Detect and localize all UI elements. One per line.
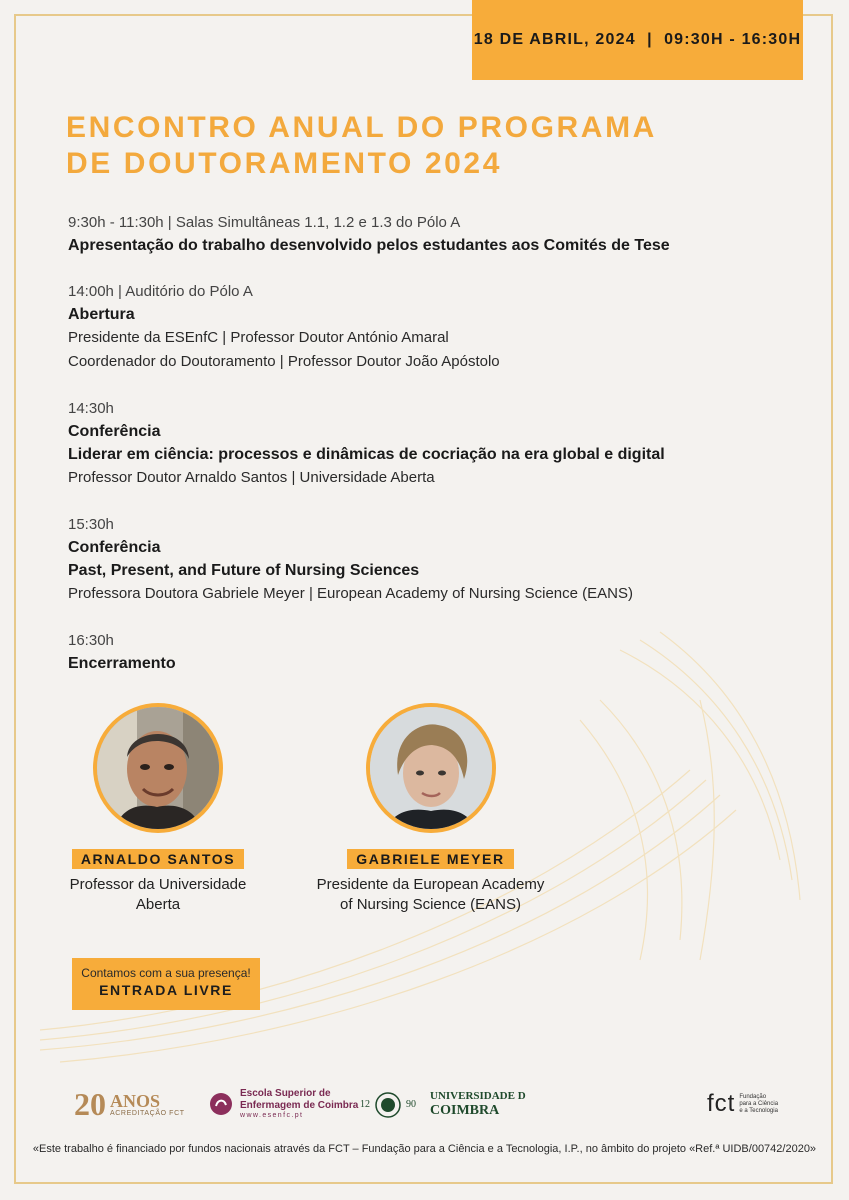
anos-text bbox=[110, 1092, 185, 1117]
funding-footer: «Este trabalho é financiado por fundos nacionais através da FCT – Fundação para a Ciência e a Tecnologia, I.P., no âmbito do projeto «Ref.ª UIDB/00742/2020» bbox=[32, 1143, 817, 1155]
agenda-time-location: 14:00h | Auditório do Pólo A bbox=[68, 283, 253, 300]
agenda-time: 15:30h bbox=[68, 516, 114, 533]
agenda-item-closing bbox=[68, 630, 788, 675]
esenfc-name-line1: Escola Superior de bbox=[240, 1088, 331, 1099]
agenda-time-location: 9:30h - 11:30h | Salas Simultâneas 1.1, 1.2 e 1.3 do Pólo A bbox=[68, 214, 461, 231]
logo-esenfc bbox=[208, 1088, 358, 1119]
fct-mark: fct bbox=[707, 1090, 736, 1117]
speaker-name-badge: ARNALDO SANTOS bbox=[72, 849, 244, 869]
portrait-icon bbox=[370, 707, 492, 829]
free-entry-badge bbox=[72, 958, 260, 1010]
event-date-time: 18 DE ABRIL, 2024 | 09:30H - 16:30H bbox=[473, 31, 802, 48]
speaker-role bbox=[58, 875, 258, 915]
speaker-role-line-2: Aberta bbox=[135, 896, 181, 913]
agenda-item-conference-2 bbox=[68, 514, 788, 606]
speaker-name-badge: GABRIELE MEYER bbox=[347, 849, 513, 869]
esenfc-text bbox=[240, 1088, 358, 1119]
fct-text bbox=[739, 1094, 778, 1115]
esenfc-name-line2: Enfermagem de Coimbra bbox=[240, 1100, 359, 1111]
uc-year-left: 12 bbox=[360, 1099, 370, 1110]
fct-text-line3: e a Tecnologia bbox=[739, 1107, 778, 1114]
agenda-time: 14:30h bbox=[68, 400, 114, 417]
speaker-role-line-1: Professor da Universidade bbox=[69, 876, 247, 893]
anos-number: 20 bbox=[74, 1086, 106, 1122]
agenda-session-type: Conferência bbox=[68, 539, 161, 556]
fct-text-line1: Fundação bbox=[739, 1093, 767, 1100]
event-date-banner bbox=[472, 0, 803, 80]
speaker-role-line-2: of Nursing Science (EANS) bbox=[340, 896, 521, 913]
speaker-photo bbox=[93, 703, 223, 833]
uc-seal-icon bbox=[374, 1091, 402, 1119]
esenfc-url: www.esenfc.pt bbox=[240, 1112, 304, 1119]
speaker-role bbox=[308, 875, 553, 915]
uc-line2: COIMBRA bbox=[430, 1103, 500, 1118]
anos-word: ANOS bbox=[110, 1091, 161, 1111]
speaker-gabriele-meyer bbox=[308, 703, 553, 915]
speaker-arnaldo-santos bbox=[58, 703, 258, 915]
speaker-photo bbox=[366, 703, 496, 833]
uc-line1: UNIVERSIDADE D bbox=[430, 1090, 526, 1102]
agenda-speaker-line: Professor Doutor Arnaldo Santos | Universidade Aberta bbox=[68, 469, 435, 486]
portrait-icon bbox=[97, 707, 219, 829]
event-title bbox=[66, 110, 657, 182]
logo-universidade-coimbra bbox=[360, 1090, 526, 1119]
title-line-1: ENCONTRO ANUAL DO PROGRAMA bbox=[66, 111, 657, 144]
agenda-session-title: Apresentação do trabalho desenvolvido pelos estudantes aos Comités de Tese bbox=[68, 237, 670, 254]
agenda-item-opening bbox=[68, 281, 788, 374]
agenda-session-title: Abertura bbox=[68, 306, 135, 323]
agenda-speaker-line: Coordenador do Doutoramento | Professor Doutor João Apóstolo bbox=[68, 353, 500, 370]
agenda-time: 16:30h bbox=[68, 632, 114, 649]
agenda-speaker-line: Presidente da ESEnfC | Professor Doutor António Amaral bbox=[68, 329, 449, 346]
speaker-role-line-1: Presidente da European Academy bbox=[316, 876, 545, 893]
agenda-session-type: Conferência bbox=[68, 423, 161, 440]
anos-subtitle: ACREDITAÇÃO FCT bbox=[110, 1110, 185, 1117]
logo-fct bbox=[707, 1090, 778, 1118]
logo-20-anos bbox=[74, 1086, 185, 1123]
agenda-item-presentations bbox=[68, 212, 788, 257]
agenda-session-title: Encerramento bbox=[68, 655, 176, 672]
agenda-session-title: Liderar em ciência: processos e dinâmicas de cocriação na era global e digital bbox=[68, 446, 665, 463]
uc-text bbox=[430, 1090, 526, 1119]
title-line-2: DE DOUTORAMENTO 2024 bbox=[66, 147, 502, 180]
agenda-item-conference-1 bbox=[68, 398, 788, 490]
uc-year-right: 90 bbox=[406, 1099, 416, 1110]
cta-free-entry: ENTRADA LIVRE bbox=[99, 982, 233, 998]
cta-invite-text: Contamos com a sua presença! bbox=[81, 966, 251, 980]
fct-text-line2: para a Ciência bbox=[739, 1100, 779, 1107]
agenda-speaker-line: Professora Doutora Gabriele Meyer | European Academy of Nursing Science (EANS) bbox=[68, 585, 633, 602]
partner-logos bbox=[0, 1086, 849, 1126]
esenfc-emblem-icon bbox=[208, 1091, 234, 1117]
agenda-session-title: Past, Present, and Future of Nursing Sciences bbox=[68, 562, 420, 579]
agenda bbox=[68, 212, 788, 699]
